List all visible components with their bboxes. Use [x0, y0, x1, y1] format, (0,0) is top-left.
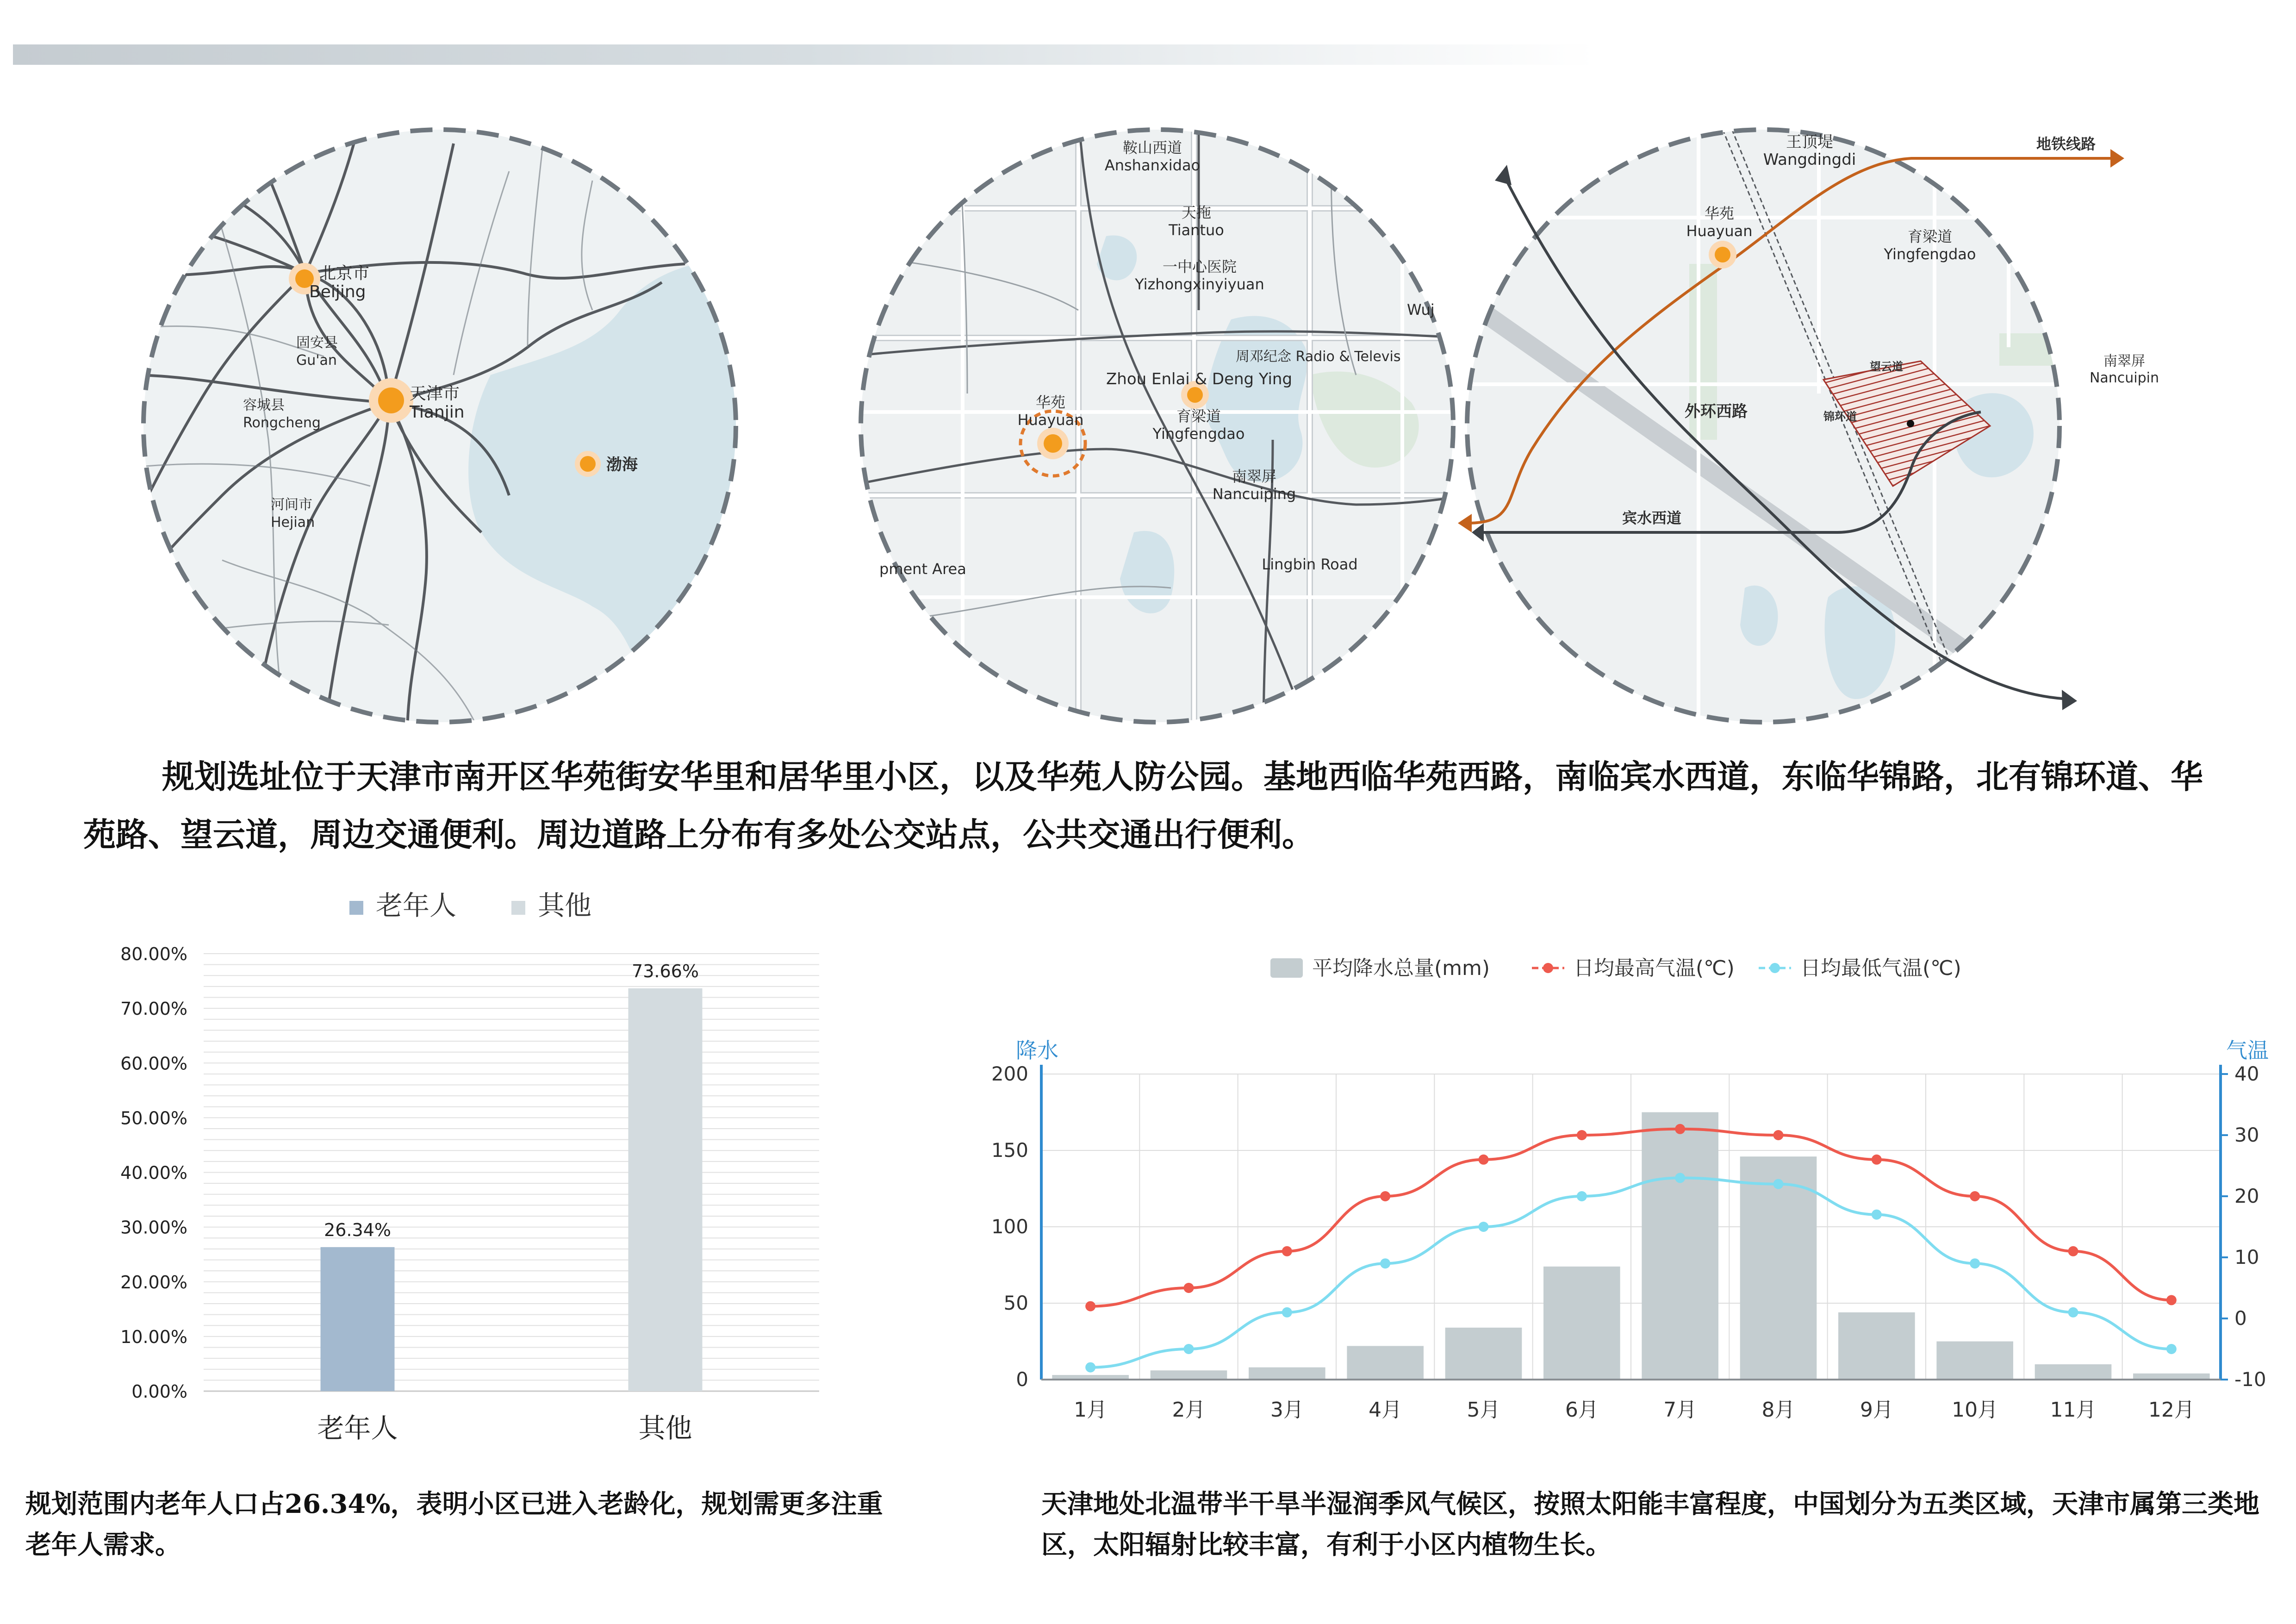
label-nancuipin-en: Nancuipin — [2089, 370, 2159, 386]
left-tick-label: 50 — [1003, 1292, 1028, 1314]
climate-chart — [991, 926, 2269, 1458]
right-tick-label: 20 — [2234, 1185, 2259, 1207]
temperature-point — [1675, 1124, 1685, 1134]
month-label: 7月 — [1663, 1398, 1697, 1422]
temperature-point — [2166, 1344, 2177, 1354]
month-label: 8月 — [1761, 1398, 1795, 1422]
label-lingbin-road: Lingbin Road — [1262, 556, 1358, 573]
label-hejian-en: Hejian — [271, 514, 315, 531]
label-nancuiping-en: Nancuiping — [1212, 485, 1296, 503]
label-binshui-west: 宾水西道 — [1622, 509, 1682, 527]
month-label: 9月 — [1860, 1398, 1893, 1422]
precipitation-bar — [1740, 1156, 1817, 1380]
left-tick-label: 150 — [991, 1139, 1028, 1162]
label-tiantuo-cn: 天拖 — [1181, 204, 1212, 221]
precipitation-bar — [1249, 1368, 1325, 1380]
legend-label-other: 其他 — [538, 890, 592, 921]
month-label: 5月 — [1467, 1398, 1500, 1422]
right-tick-label: 0 — [2234, 1307, 2247, 1330]
population-bars — [321, 961, 703, 1391]
precipitation-bar — [1445, 1328, 1522, 1380]
temperature-point — [1872, 1155, 1882, 1165]
label-guan-en: Gu'an — [296, 352, 337, 369]
label-huayuan-site-cn: 华苑 — [1704, 205, 1735, 222]
temperature-point — [1184, 1344, 1194, 1354]
x-category-label: 其他 — [638, 1412, 692, 1444]
right-tick-label: 10 — [2234, 1246, 2259, 1268]
population-legend — [349, 890, 591, 921]
population-grid — [204, 954, 819, 1391]
climate-grid — [1041, 1074, 2221, 1380]
label-huayuan-site-en: Huayuan — [1686, 222, 1753, 240]
month-label: 3月 — [1270, 1398, 1304, 1422]
elderly-note: 规划范围内老年人口占26.34%，表明小区已进入老龄化，规划需更多注重老年人需求。 — [25, 1489, 883, 1560]
label-yingfengdao-site-en: Yingfengdao — [1884, 245, 1976, 263]
left-axis-label: 降水 — [1016, 1038, 1058, 1063]
population-bar — [628, 988, 703, 1391]
header-gradient-bar — [13, 44, 1596, 65]
label-hospital-cn: 一中心医院 — [1162, 258, 1237, 275]
temperature-point — [1970, 1191, 1980, 1201]
month-label: 2月 — [1172, 1398, 1206, 1422]
label-tianjin-cn: 天津市 — [410, 384, 460, 403]
label-hejian-cn: 河间市 — [271, 497, 312, 513]
legend-label-elderly: 老年人 — [376, 890, 457, 921]
label-hospital-en: Yizhongxinyiyuan — [1135, 275, 1264, 293]
left-tick-label: 0 — [1016, 1368, 1028, 1391]
site-description: 规划选址位于天津市南开区华苑街安华里和居华里小区，以及华苑人防公园。基地西临华苑西路，南临宾水西道，东临华锦路，北有锦环道、华苑路、望云道，周边交通便利。周边道路上分布有多处公交站点，公共交通出行便利。 — [83, 757, 2203, 854]
y-tick-label: 70.00% — [120, 999, 187, 1019]
legend-marker — [1770, 963, 1780, 973]
right-tick-label: 40 — [2234, 1062, 2259, 1085]
temperature-point — [1773, 1130, 1784, 1140]
legend-marker — [1543, 963, 1553, 973]
label-rongcheng-en: Rongcheng — [243, 415, 321, 431]
legend-swatch — [1270, 958, 1303, 978]
legend-label: 日均最低气温(℃) — [1800, 956, 1961, 980]
temperature-point — [2068, 1246, 2078, 1256]
label-bohai: 渤海 — [606, 456, 638, 474]
precipitation-bar — [1838, 1312, 1915, 1380]
label-guan-cn: 固安县 — [296, 335, 338, 351]
label-wangdingdi-en: Wangdingdi — [1763, 150, 1856, 169]
label-zhou-deng-radio: 周邓纪念 Radio & Televis — [1236, 349, 1401, 365]
y-tick-label: 0.00% — [131, 1381, 187, 1402]
precipitation-bar — [1151, 1370, 1227, 1380]
label-yingfengdao-cn: 育梁道 — [1176, 407, 1221, 425]
month-label: 11月 — [2050, 1398, 2097, 1422]
month-label: 1月 — [1074, 1398, 1108, 1422]
temperature-point — [1085, 1362, 1095, 1373]
label-wangyundao: 望云道 — [1870, 360, 1903, 373]
temperature-point — [1479, 1222, 1489, 1232]
right-tick-label: -10 — [2234, 1368, 2266, 1391]
elderly-population-chart — [0, 870, 926, 1472]
legend-label: 平均降水总量(mm) — [1312, 956, 1490, 980]
label-wangdingdi-cn: 王顶堤 — [1786, 133, 1833, 151]
precipitation-bar — [1543, 1267, 1620, 1380]
temperature-point — [1282, 1307, 1292, 1318]
label-huayuan-en: Huayuan — [1017, 411, 1084, 429]
precipitation-bar — [2035, 1364, 2112, 1380]
month-label: 10月 — [1952, 1398, 1998, 1422]
label-metro-line: 地铁线路 — [2036, 135, 2096, 153]
label-jinhuandao: 锦环道 — [1823, 410, 1857, 423]
climate-note: 天津地处北温带半干旱半湿润季风气候区，按照太阳能丰富程度，中国划分为五类区域，天津市属第三类地区，太阳辐射比较丰富，有利于小区内植物生长。 — [1041, 1489, 2259, 1560]
climate-legend — [1270, 956, 1961, 980]
bar-data-label: 26.34% — [324, 1219, 391, 1240]
label-development-area: pment Area — [879, 560, 966, 578]
legend-swatch-other — [511, 901, 525, 915]
label-nancuipin-cn: 南翠屏 — [2103, 353, 2145, 369]
population-y-ticks — [120, 944, 187, 1402]
y-tick-label: 30.00% — [120, 1217, 187, 1238]
population-x-labels — [317, 1412, 692, 1444]
population-bar — [321, 1247, 395, 1391]
regional-location-map — [130, 116, 750, 736]
precipitation-bar — [1936, 1342, 2013, 1380]
temperature-point — [1577, 1130, 1587, 1140]
label-beijing-en: Beijing — [309, 282, 366, 301]
right-tick-label: 30 — [2234, 1124, 2259, 1146]
right-axis-label: 气温 — [2226, 1038, 2269, 1063]
y-tick-label: 10.00% — [120, 1326, 187, 1347]
site-traffic-map — [1467, 116, 2208, 736]
month-label: 6月 — [1565, 1398, 1599, 1422]
x-category-label: 老年人 — [317, 1412, 398, 1444]
y-tick-label: 80.00% — [120, 944, 187, 964]
label-beijing-cn: 北京市 — [319, 264, 370, 283]
label-nancuiping-cn: 南翠屏 — [1232, 468, 1277, 485]
month-label: 4月 — [1369, 1398, 1402, 1422]
label-waihuan-west: 外环西路 — [1685, 402, 1748, 421]
temperature-point — [1577, 1191, 1587, 1201]
district-location-map — [847, 116, 1467, 736]
temperature-point — [1872, 1210, 1882, 1220]
temperature-point — [1970, 1258, 1980, 1268]
label-anshanxidao-cn: 鞍山西道 — [1122, 139, 1182, 156]
temperature-point — [1380, 1258, 1390, 1268]
legend-swatch-elderly — [349, 901, 363, 915]
left-tick-label: 100 — [991, 1215, 1028, 1238]
temperature-point — [2166, 1295, 2177, 1305]
temperature-point — [1085, 1301, 1095, 1312]
label-zhou-deng: Zhou Enlai & Deng Ying — [1106, 370, 1293, 388]
y-tick-label: 50.00% — [120, 1108, 187, 1129]
label-yingfengdao-site-cn: 育梁道 — [1907, 228, 1953, 245]
y-tick-label: 40.00% — [120, 1162, 187, 1183]
y-tick-label: 20.00% — [120, 1272, 187, 1293]
bar-data-label: 73.66% — [632, 961, 699, 981]
label-yingfengdao-en: Yingfengdao — [1152, 425, 1245, 443]
label-tiantuo-en: Tiantuo — [1169, 221, 1224, 239]
temperature-point — [1282, 1246, 1292, 1256]
label-anshanxidao-en: Anshanxidao — [1104, 156, 1201, 174]
legend-label: 日均最高气温(℃) — [1574, 956, 1735, 980]
temperature-point — [1675, 1173, 1685, 1183]
temperature-point — [1479, 1155, 1489, 1165]
precipitation-bar — [1347, 1346, 1424, 1380]
y-tick-label: 60.00% — [120, 1053, 187, 1074]
label-wuj: Wuj — [1407, 301, 1435, 319]
month-label: 12月 — [2148, 1398, 2195, 1422]
temperature-point — [1380, 1191, 1390, 1201]
label-tianjin-en: Tianjin — [410, 403, 465, 422]
precipitation-bar — [1642, 1112, 1718, 1380]
label-rongcheng-cn: 容城县 — [243, 397, 285, 413]
left-tick-label: 200 — [991, 1062, 1028, 1085]
temperature-point — [1773, 1179, 1784, 1189]
label-huayuan-cn: 华苑 — [1035, 394, 1066, 411]
temperature-point — [2068, 1307, 2078, 1318]
temperature-point — [1184, 1283, 1194, 1293]
